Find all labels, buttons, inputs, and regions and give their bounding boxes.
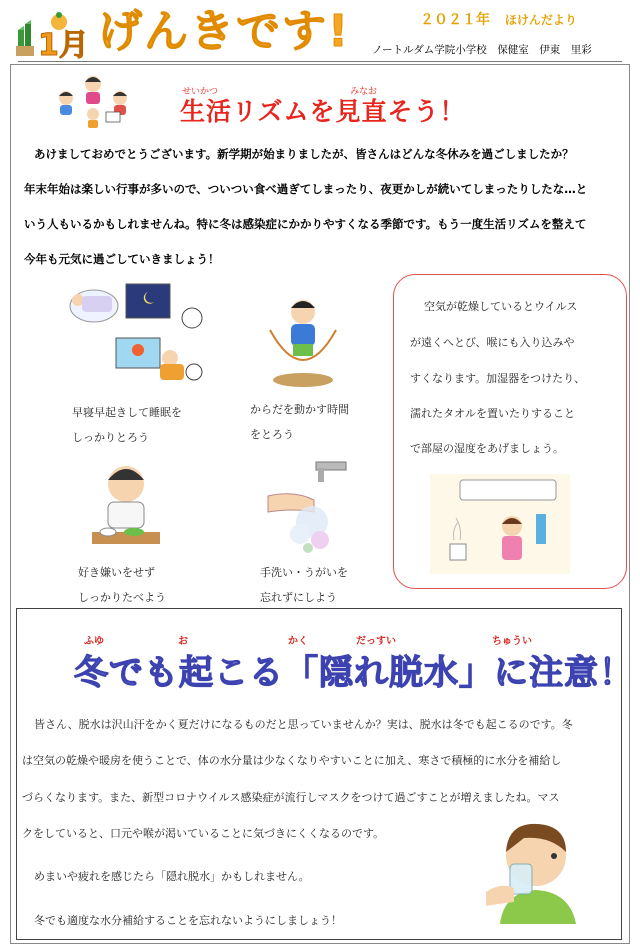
section2-line-4: クをしていると、口元や喉が渇いていることに気づきにくくなるのです。 <box>22 827 385 840</box>
tip-3-line1: 好き嫌いをせず <box>78 566 155 579</box>
month-badge <box>14 12 89 63</box>
ruby-kaku: かく <box>288 636 308 647</box>
year-label: ２０２１年 <box>420 12 490 28</box>
tip-4-line2: 忘れずにしよう <box>260 591 337 604</box>
header-divider <box>18 61 622 62</box>
newsletter-name: ほけんだより <box>504 13 577 27</box>
ruby-minao: みなお <box>350 87 378 97</box>
family-illustration <box>48 68 138 130</box>
tip-1-line1: 早寝早起きして睡眠を <box>72 406 182 419</box>
tip-4-line1: 手洗い・うがいを <box>260 566 348 579</box>
newsletter-heading <box>420 9 577 29</box>
section2-line-5: めまいや疲れを感じたら「隠れ脱水」かもしれません。 <box>34 870 310 883</box>
eating-illustration <box>86 458 166 550</box>
section1-line-4: 今年も元気に過ごしていきましょう！ <box>24 252 220 266</box>
exercise-illustration <box>258 290 348 390</box>
box-line-1: 空気が乾燥しているとウイルス <box>424 300 578 313</box>
tip-1-line2: しっかりとろう <box>72 431 149 444</box>
section1-line-2: 年末年始は楽しい行事が多いので、ついつい食べ過ぎてしまったり、夜更かしが続いてしまったりしたな…と <box>24 182 588 196</box>
newsletter-title: げんきです! <box>98 6 351 57</box>
handwash-illustration <box>264 456 354 556</box>
humidifier-illustration <box>430 474 570 574</box>
section2-line-2: は空気の乾燥や暖房を使うことで、体の水分量は少なくなりやすいことに加え、寒さで積極的に水分を補給し <box>22 754 562 767</box>
box-line-5: で部屋の湿度をあげましょう。 <box>410 442 564 455</box>
section2-title: 冬でも起こる「隠れ脱水」に注意！ <box>74 653 634 693</box>
drinking-boy-illustration <box>480 812 590 924</box>
ruby-seikatsu: せいかつ <box>182 87 219 97</box>
section2-line-3: づらくなります。また、新型コロナウイルス感染症が流行しマスクをつけて過ごすことが増えましたね。マス <box>22 791 560 804</box>
section2-line-1: 皆さん、脱水は沢山汗をかく夏だけになるものだと思っていませんか？実は、脱水は冬でも起こるのです。冬 <box>34 718 573 731</box>
box-line-3: すくなります。加湿器をつけたり、 <box>410 372 586 385</box>
tip-2-line1: からだを動かす時間 <box>250 403 349 416</box>
tip-2-line2: をとろう <box>250 428 294 441</box>
box-line-2: が遠くへとび、喉にも入り込みや <box>410 336 575 349</box>
ruby-dassui: だっすい <box>356 636 396 647</box>
school-line: ノートルダム学院小学校 保健室 伊東 里彩 <box>372 44 592 56</box>
sleep-illustration <box>64 278 204 388</box>
section1-line-3: いう人もいるかもしれませんね。特に冬は感染症にかかりやすくなる季節です。もう一度生活リズムを整えて <box>24 217 587 231</box>
ruby-o: お <box>178 636 188 647</box>
section2-line-6: 冬でも適度な水分補給することを忘れないようにしましょう！ <box>34 914 342 927</box>
month-label: 1月 <box>38 28 89 63</box>
ruby-fuyu: ふゆ <box>84 636 104 647</box>
section1-line-1: あけましておめでとうございます。新学期が始まりましたが、皆さんはどんな冬休みを過ごしましたか？ <box>34 147 574 161</box>
section1-title: 生活リズムを見直そう！ <box>180 97 466 126</box>
box-line-4: 濡れたタオルを置いたりすること <box>410 407 575 420</box>
ruby-chuui: ちゅうい <box>492 636 532 647</box>
section2-ruby <box>74 632 594 646</box>
tip-3-line2: しっかりたべよう <box>78 591 166 604</box>
